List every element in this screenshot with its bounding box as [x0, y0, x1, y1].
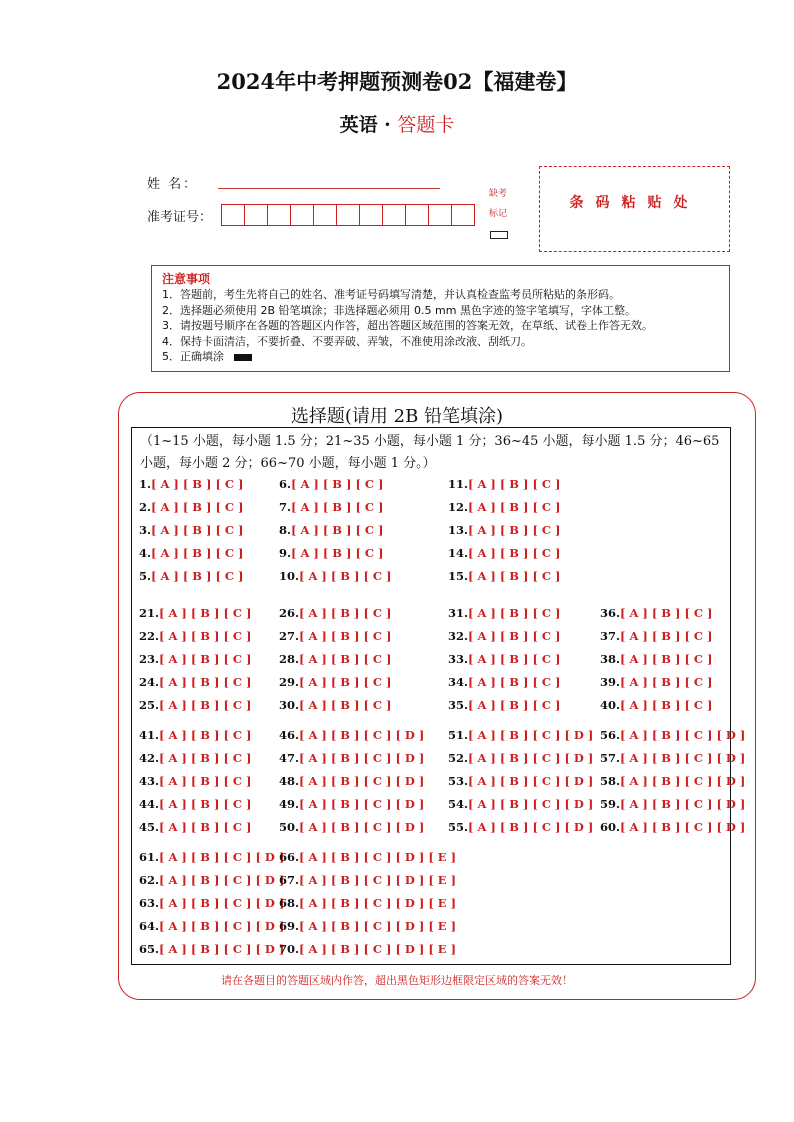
question-item[interactable]	[448, 477, 561, 491]
question-item[interactable]	[279, 500, 384, 514]
question-item[interactable]	[139, 698, 252, 712]
answer-options[interactable]: [ A ] [ B ] [ C ]	[151, 546, 244, 560]
subject-label: 英语 ·	[339, 114, 398, 136]
exam-id-digit-box[interactable]	[405, 204, 429, 226]
question-item[interactable]	[279, 629, 392, 643]
question-number: 12.	[448, 500, 469, 514]
question-item[interactable]	[139, 652, 252, 666]
question-number: 68.	[279, 896, 300, 910]
question-item[interactable]	[279, 873, 456, 887]
question-number: 32.	[448, 629, 469, 643]
answer-options[interactable]: [ A ] [ B ] [ C ] [ D ] [ E ]	[299, 896, 457, 910]
question-item[interactable]	[448, 820, 593, 834]
answer-options[interactable]: [ A ] [ B ] [ C ] [ D ]	[468, 797, 594, 811]
barcode-label: 条码粘贴处	[569, 195, 700, 211]
answer-options[interactable]: [ A ] [ B ] [ C ]	[159, 751, 252, 765]
question-item[interactable]	[139, 629, 252, 643]
question-item[interactable]	[139, 569, 244, 583]
answer-options[interactable]: [ A ] [ B ] [ C ]	[291, 546, 384, 560]
question-item[interactable]	[600, 820, 745, 834]
absent-mark-label	[482, 184, 514, 224]
question-item[interactable]	[448, 569, 561, 583]
answer-options[interactable]: [ A ] [ B ] [ C ]	[159, 675, 252, 689]
exam-id-digit-box[interactable]	[244, 204, 268, 226]
answer-options[interactable]: [ A ] [ B ] [ C ]	[151, 500, 244, 514]
answer-options[interactable]: [ A ] [ B ] [ C ]	[159, 797, 252, 811]
exam-id-digit-box[interactable]	[290, 204, 314, 226]
question-number: 67.	[279, 873, 300, 887]
question-number: 57.	[600, 751, 621, 765]
question-number: 60.	[600, 820, 621, 834]
question-item[interactable]	[448, 728, 593, 742]
question-item[interactable]	[279, 850, 456, 864]
page-subtitle	[0, 110, 794, 137]
question-item[interactable]	[448, 751, 593, 765]
question-item[interactable]	[139, 546, 244, 560]
filled-bubble-example	[234, 354, 252, 361]
question-item[interactable]	[139, 606, 252, 620]
exam-id-digit-box[interactable]	[382, 204, 406, 226]
question-number: 21.	[139, 606, 160, 620]
question-number: 10.	[279, 569, 300, 583]
question-item[interactable]	[139, 751, 252, 765]
answer-options[interactable]: [ A ] [ B ] [ C ]	[468, 523, 561, 537]
question-number: 24.	[139, 675, 160, 689]
answer-options[interactable]: [ A ] [ B ] [ C ]	[468, 606, 561, 620]
answer-options[interactable]: [ A ] [ B ] [ C ] [ D ]	[299, 728, 425, 742]
answer-options[interactable]: [ A ] [ B ] [ C ] [ D ]	[299, 751, 425, 765]
answer-options[interactable]: [ A ] [ B ] [ C ]	[299, 606, 392, 620]
question-item[interactable]	[448, 698, 561, 712]
question-number: 26.	[279, 606, 300, 620]
question-number: 40.	[600, 698, 621, 712]
question-item[interactable]	[448, 629, 561, 643]
answer-options[interactable]: [ A ] [ B ] [ C ]	[468, 652, 561, 666]
question-item[interactable]	[600, 652, 713, 666]
answer-options[interactable]: [ A ] [ B ] [ C ]	[159, 728, 252, 742]
answer-options[interactable]: [ A ] [ B ] [ C ] [ D ]	[468, 728, 594, 742]
notice-item: 2．选择题必须使用 2B 铅笔填涂；非选择题必须用 0.5 mm 黑色字迹的签字笔填写，字体工整。	[162, 303, 636, 317]
answer-options[interactable]: [ A ] [ B ] [ C ] [ D ]	[159, 919, 285, 933]
question-item[interactable]	[600, 797, 745, 811]
question-item[interactable]	[279, 523, 384, 537]
question-number: 44.	[139, 797, 160, 811]
question-number: 55.	[448, 820, 469, 834]
answer-options[interactable]: [ A ] [ B ] [ C ]	[620, 698, 713, 712]
answer-options[interactable]: [ A ] [ B ] [ C ] [ D ]	[468, 774, 594, 788]
question-number: 2.	[139, 500, 152, 514]
answer-options[interactable]: [ A ] [ B ] [ C ]	[620, 629, 713, 643]
question-number: 43.	[139, 774, 160, 788]
question-number: 33.	[448, 652, 469, 666]
answer-options[interactable]: [ A ] [ B ] [ C ]	[620, 652, 713, 666]
question-number: 23.	[139, 652, 160, 666]
question-number: 64.	[139, 919, 160, 933]
question-item[interactable]	[448, 546, 561, 560]
answer-options[interactable]: [ A ] [ B ] [ C ]	[299, 675, 392, 689]
question-item[interactable]	[600, 774, 745, 788]
exam-id-digit-box[interactable]	[267, 204, 291, 226]
notice-box	[151, 265, 730, 372]
question-number: 15.	[448, 569, 469, 583]
name-label: 姓 名：	[147, 177, 199, 192]
answer-options[interactable]: [ A ] [ B ] [ C ]	[159, 820, 252, 834]
answer-options[interactable]: [ A ] [ B ] [ C ] [ D ]	[620, 797, 746, 811]
question-item[interactable]	[139, 896, 284, 910]
absent-label-line1: 缺考	[488, 189, 507, 199]
question-number: 22.	[139, 629, 160, 643]
question-item[interactable]	[139, 774, 252, 788]
exam-id-digit-box[interactable]	[451, 204, 475, 226]
question-number: 25.	[139, 698, 160, 712]
answer-options[interactable]: [ A ] [ B ] [ C ]	[159, 774, 252, 788]
answer-options[interactable]: [ A ] [ B ] [ C ]	[159, 606, 252, 620]
section-title: 选择题(请用 2B 铅笔填涂)	[290, 406, 504, 427]
question-number: 56.	[600, 728, 621, 742]
question-item[interactable]	[600, 606, 713, 620]
question-item[interactable]	[600, 728, 745, 742]
answer-options[interactable]: [ A ] [ B ] [ C ]	[468, 477, 561, 491]
section-instructions: （1~15 小题，每小题 1.5 分；21~35 小题，每小题 1 分；36~45 小题，每小题 1.5 分；46~65 小题，每小题 2 分；66~70 小题，每小题 1 分。）	[140, 434, 720, 471]
notice-item: 4．保持卡面清洁，不要折叠、不要弄破、弄皱，不准使用涂改液、刮纸刀。	[162, 334, 532, 348]
question-item[interactable]	[279, 774, 424, 788]
question-number: 29.	[279, 675, 300, 689]
question-item[interactable]	[448, 774, 593, 788]
question-item[interactable]	[448, 652, 561, 666]
answer-options[interactable]: [ A ] [ B ] [ C ] [ D ] [ E ]	[299, 942, 457, 956]
question-number: 11.	[448, 477, 469, 491]
question-number: 27.	[279, 629, 300, 643]
question-item[interactable]	[139, 873, 284, 887]
question-number: 61.	[139, 850, 160, 864]
answer-options[interactable]: [ A ] [ B ] [ C ] [ D ]	[159, 896, 285, 910]
exam-id-digit-box[interactable]	[428, 204, 452, 226]
question-number: 59.	[600, 797, 621, 811]
answer-options[interactable]: [ A ] [ B ] [ C ] [ D ] [ E ]	[299, 919, 457, 933]
answer-options[interactable]: [ A ] [ B ] [ C ]	[159, 629, 252, 643]
question-item[interactable]	[279, 652, 392, 666]
question-item[interactable]	[279, 896, 456, 910]
question-number: 51.	[448, 728, 469, 742]
answer-options[interactable]: [ A ] [ B ] [ C ]	[468, 629, 561, 643]
answer-options[interactable]: [ A ] [ B ] [ C ]	[151, 477, 244, 491]
answer-options[interactable]: [ A ] [ B ] [ C ] [ D ]	[468, 751, 594, 765]
question-item[interactable]	[448, 606, 561, 620]
question-item[interactable]	[279, 675, 392, 689]
question-item[interactable]	[600, 675, 713, 689]
question-number: 31.	[448, 606, 469, 620]
exam-id-digit-box[interactable]	[313, 204, 337, 226]
question-item[interactable]	[139, 850, 284, 864]
question-item[interactable]	[139, 728, 252, 742]
answer-options[interactable]: [ A ] [ B ] [ C ] [ D ]	[299, 774, 425, 788]
question-number: 8.	[279, 523, 292, 537]
question-item[interactable]	[279, 569, 392, 583]
question-number: 5.	[139, 569, 152, 583]
answer-options[interactable]: [ A ] [ B ] [ C ] [ D ]	[620, 774, 746, 788]
question-item[interactable]	[139, 523, 244, 537]
question-item[interactable]	[279, 797, 424, 811]
question-item[interactable]	[448, 500, 561, 514]
answer-options[interactable]: [ A ] [ B ] [ C ]	[468, 500, 561, 514]
question-number: 4.	[139, 546, 152, 560]
notice-title: 注意事项	[162, 272, 211, 286]
question-number: 39.	[600, 675, 621, 689]
notice-item: 1．答题前，考生先将自己的姓名、准考证号码填写清楚，并认真检查监考员所粘贴的条形码。	[162, 288, 620, 301]
question-number: 45.	[139, 820, 160, 834]
question-number: 53.	[448, 774, 469, 788]
answer-area-note: 请在各题目的答题区域内作答，超出黑色矩形边框限定区域的答案无效！	[221, 974, 573, 987]
question-number: 46.	[279, 728, 300, 742]
question-item[interactable]	[448, 675, 561, 689]
answer-options[interactable]: [ A ] [ B ] [ C ]	[151, 523, 244, 537]
question-number: 54.	[448, 797, 469, 811]
answer-options[interactable]: [ A ] [ B ] [ C ] [ D ] [ E ]	[299, 873, 457, 887]
answer-options[interactable]: [ A ] [ B ] [ C ]	[291, 500, 384, 514]
question-item[interactable]	[279, 606, 392, 620]
question-number: 70.	[279, 942, 300, 956]
answer-options[interactable]: [ A ] [ B ] [ C ] [ D ]	[299, 820, 425, 834]
answer-options[interactable]: [ A ] [ B ] [ C ]	[468, 546, 561, 560]
question-item[interactable]	[279, 919, 456, 933]
question-number: 35.	[448, 698, 469, 712]
exam-id-digit-box[interactable]	[336, 204, 360, 226]
page-title: 2024年中考押题预测卷02【福建卷】	[216, 69, 578, 94]
question-number: 42.	[139, 751, 160, 765]
question-item[interactable]	[600, 751, 745, 765]
answer-options[interactable]: [ A ] [ B ] [ C ]	[291, 523, 384, 537]
answer-options[interactable]: [ A ] [ B ] [ C ] [ D ]	[159, 873, 285, 887]
answer-options[interactable]: [ A ] [ B ] [ C ]	[468, 569, 561, 583]
exam-id-label: 准考证号：	[147, 210, 213, 225]
answer-options[interactable]: [ A ] [ B ] [ C ]	[299, 652, 392, 666]
question-number: 48.	[279, 774, 300, 788]
question-item[interactable]	[139, 797, 252, 811]
notice-item-fill	[162, 349, 729, 365]
question-number: 52.	[448, 751, 469, 765]
question-item[interactable]	[600, 629, 713, 643]
question-number: 66.	[279, 850, 300, 864]
exam-id-digit-box[interactable]	[359, 204, 383, 226]
answer-options[interactable]: [ A ] [ B ] [ C ]	[468, 698, 561, 712]
answer-options[interactable]: [ A ] [ B ] [ C ] [ D ]	[159, 850, 285, 864]
answer-options[interactable]: [ A ] [ B ] [ C ] [ D ]	[159, 942, 285, 956]
question-item[interactable]	[279, 728, 424, 742]
question-item[interactable]	[600, 698, 713, 712]
answer-options[interactable]: [ A ] [ B ] [ C ]	[620, 675, 713, 689]
answer-options[interactable]: [ A ] [ B ] [ C ] [ D ]	[620, 820, 746, 834]
notice-item: 3．请按题号顺序在各题的答题区内作答，超出答题区域范围的答案无效，在草纸、试卷上作答无效。	[162, 319, 653, 333]
question-number: 30.	[279, 698, 300, 712]
answer-options[interactable]: [ A ] [ B ] [ C ] [ D ]	[468, 820, 594, 834]
answer-options[interactable]: [ A ] [ B ] [ C ] [ D ]	[299, 797, 425, 811]
answer-options[interactable]: [ A ] [ B ] [ C ]	[159, 652, 252, 666]
question-number: 50.	[279, 820, 300, 834]
question-number: 28.	[279, 652, 300, 666]
question-number: 58.	[600, 774, 621, 788]
notice-item-text: 5．正确填涂	[162, 350, 224, 364]
name-field[interactable]	[218, 188, 440, 189]
question-number: 47.	[279, 751, 300, 765]
question-item[interactable]	[279, 751, 424, 765]
question-item[interactable]	[139, 675, 252, 689]
question-number: 38.	[600, 652, 621, 666]
answer-options[interactable]: [ A ] [ B ] [ C ] [ D ]	[620, 728, 746, 742]
absent-label-line2: 标记	[488, 209, 507, 219]
question-item[interactable]	[139, 500, 244, 514]
question-number: 14.	[448, 546, 469, 560]
question-item[interactable]	[448, 797, 593, 811]
question-number: 7.	[279, 500, 292, 514]
question-number: 6.	[279, 477, 292, 491]
answer-options[interactable]: [ A ] [ B ] [ C ]	[159, 698, 252, 712]
question-number: 63.	[139, 896, 160, 910]
question-number: 3.	[139, 523, 152, 537]
answer-options[interactable]: [ A ] [ B ] [ C ]	[291, 477, 384, 491]
question-number: 34.	[448, 675, 469, 689]
question-item[interactable]	[139, 942, 284, 956]
question-number: 36.	[600, 606, 621, 620]
answer-options[interactable]: [ A ] [ B ] [ C ]	[468, 675, 561, 689]
answer-options[interactable]: [ A ] [ B ] [ C ]	[620, 606, 713, 620]
question-item[interactable]	[279, 698, 392, 712]
answer-options[interactable]: [ A ] [ B ] [ C ]	[151, 569, 244, 583]
question-number: 37.	[600, 629, 621, 643]
question-number: 62.	[139, 873, 160, 887]
answer-options[interactable]: [ A ] [ B ] [ C ] [ D ]	[620, 751, 746, 765]
exam-id-digit-box[interactable]	[221, 204, 245, 226]
barcode-area	[539, 166, 730, 252]
question-number: 69.	[279, 919, 300, 933]
question-item[interactable]	[279, 546, 384, 560]
question-item[interactable]	[139, 477, 244, 491]
question-item[interactable]	[279, 942, 456, 956]
question-number: 41.	[139, 728, 160, 742]
question-number: 65.	[139, 942, 160, 956]
answer-options[interactable]: [ A ] [ B ] [ C ] [ D ] [ E ]	[299, 850, 457, 864]
question-number: 9.	[279, 546, 292, 560]
answer-options[interactable]: [ A ] [ B ] [ C ]	[299, 569, 392, 583]
question-number: 49.	[279, 797, 300, 811]
question-item[interactable]	[139, 820, 252, 834]
question-item[interactable]	[139, 919, 284, 933]
question-item[interactable]	[448, 523, 561, 537]
answer-options[interactable]: [ A ] [ B ] [ C ]	[299, 629, 392, 643]
absent-mark-box[interactable]	[490, 231, 508, 239]
question-item[interactable]	[279, 477, 384, 491]
exam-id-boxes[interactable]	[222, 204, 475, 226]
answer-card-label: 答题卡	[397, 114, 455, 136]
answer-options[interactable]: [ A ] [ B ] [ C ]	[299, 698, 392, 712]
question-item[interactable]	[279, 820, 424, 834]
question-number: 13.	[448, 523, 469, 537]
question-number: 1.	[139, 477, 152, 491]
